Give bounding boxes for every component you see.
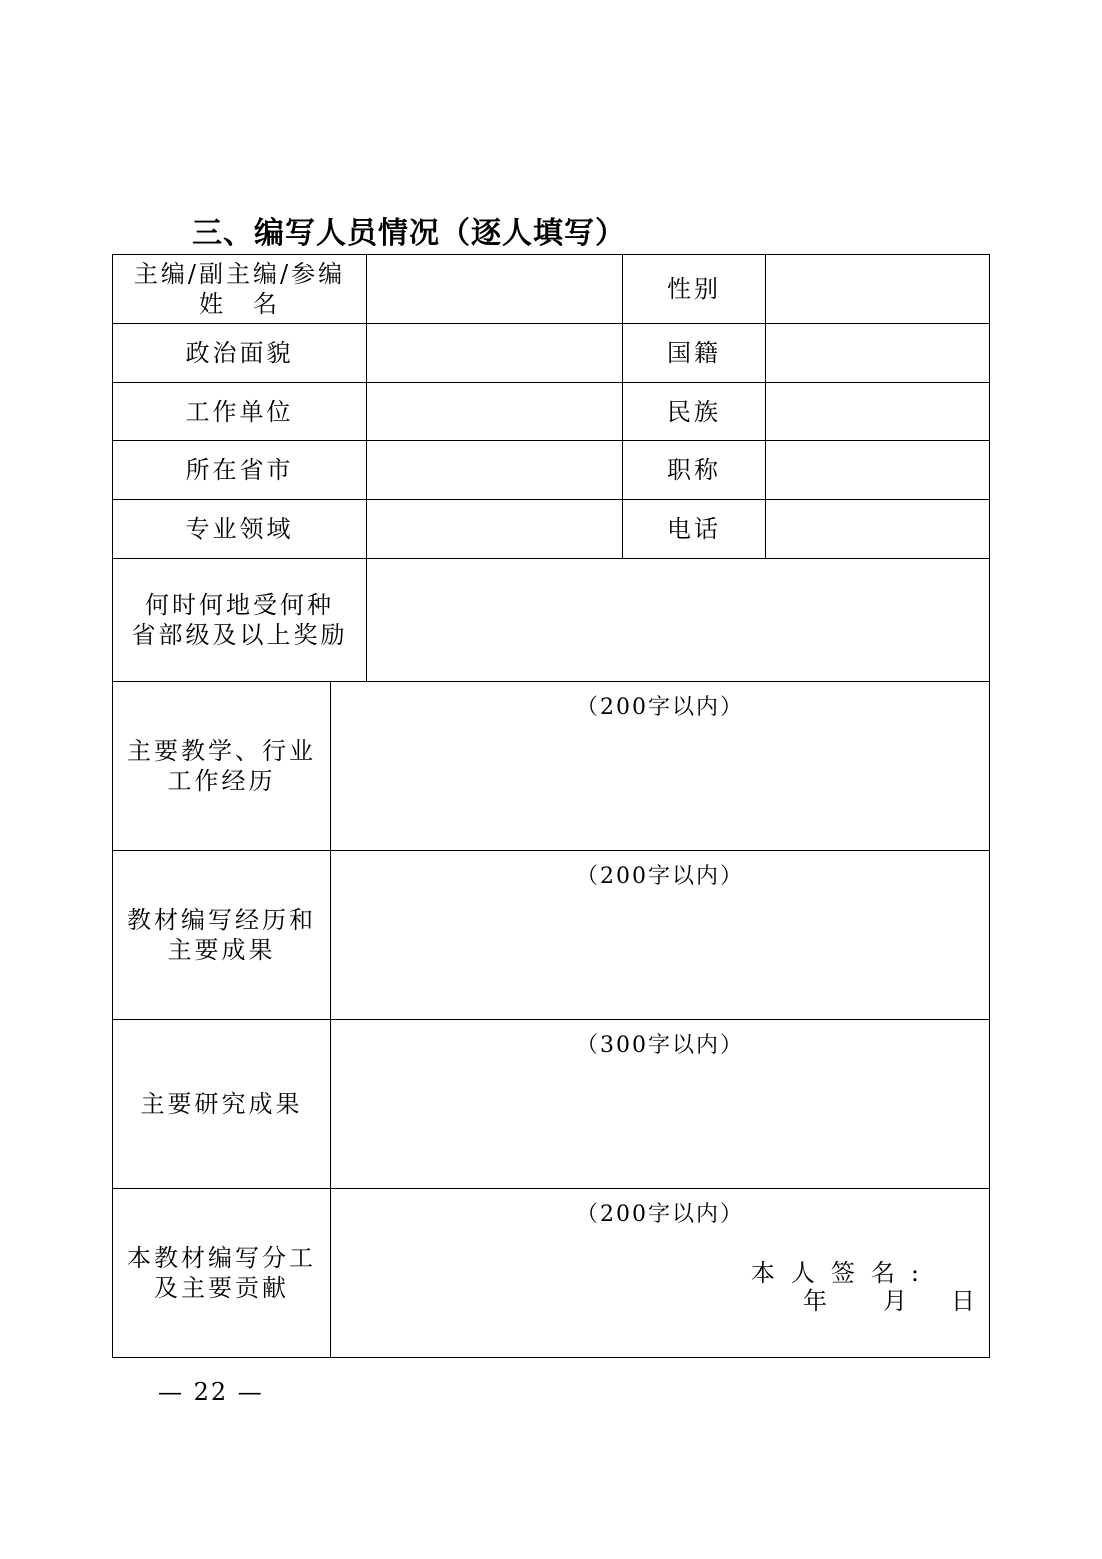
ethnicity-label: 民族 [622, 382, 766, 441]
nationality-label: 国籍 [622, 323, 766, 383]
section-title: 三、编写人员情况（逐人填写） [192, 216, 626, 251]
workplace-field[interactable] [366, 382, 623, 441]
textbook-label [112, 850, 331, 1020]
phone-label: 电话 [622, 499, 766, 559]
teaching-label [112, 681, 331, 851]
division-label-line1: 本教材编写分工 [127, 1244, 316, 1272]
politics-field[interactable] [366, 323, 623, 383]
politics-label: 政治面貌 [112, 323, 367, 383]
awards-label-line2: 省部级及以上奖励 [131, 621, 348, 649]
textbook-label-line1: 教材编写经历和 [127, 906, 316, 934]
awards-field[interactable] [366, 558, 990, 682]
textbook-field[interactable] [330, 850, 990, 1020]
teaching-label-line2: 工作经历 [167, 767, 276, 795]
division-field[interactable] [330, 1188, 990, 1358]
research-word-limit: （300字以内） [576, 1033, 744, 1058]
division-label-line2: 及主要贡献 [154, 1274, 289, 1302]
name-label [112, 254, 367, 324]
awards-label [112, 558, 367, 682]
phone-field[interactable] [765, 499, 990, 559]
awards-label-line1: 何时何地受何种 [145, 591, 334, 619]
signature-date [803, 1281, 975, 1316]
research-field[interactable] [330, 1019, 990, 1189]
teaching-label-line1: 主要教学、行业 [127, 737, 316, 765]
nationality-field[interactable] [765, 323, 990, 383]
textbook-word-limit: （200字以内） [576, 864, 744, 889]
teaching-field[interactable] [330, 681, 990, 851]
division-word-limit: （200字以内） [576, 1202, 744, 1227]
title-field[interactable] [765, 440, 990, 500]
signature-label: 本人签名: [750, 1259, 935, 1287]
name-label-line2: 姓 名 [198, 290, 280, 318]
date-year: 年 [803, 1287, 827, 1315]
field-field[interactable] [366, 499, 623, 559]
name-label-line1: 主编/副主编/参编 [133, 260, 346, 288]
field-label: 专业领域 [112, 499, 367, 559]
page-number: — 22 — [158, 1378, 264, 1406]
ethnicity-field[interactable] [765, 382, 990, 441]
workplace-label: 工作单位 [112, 382, 367, 441]
name-field[interactable] [366, 254, 623, 324]
date-day: 日 [951, 1287, 975, 1315]
textbook-label-line2: 主要成果 [167, 936, 276, 964]
title-label: 职称 [622, 440, 766, 500]
teaching-word-limit: （200字以内） [576, 695, 744, 720]
division-label [112, 1188, 331, 1358]
province-label: 所在省市 [112, 440, 367, 500]
date-month: 月 [883, 1287, 907, 1315]
gender-field[interactable] [765, 254, 990, 324]
research-label: 主要研究成果 [112, 1019, 331, 1189]
gender-label: 性别 [622, 254, 766, 324]
province-field[interactable] [366, 440, 623, 500]
